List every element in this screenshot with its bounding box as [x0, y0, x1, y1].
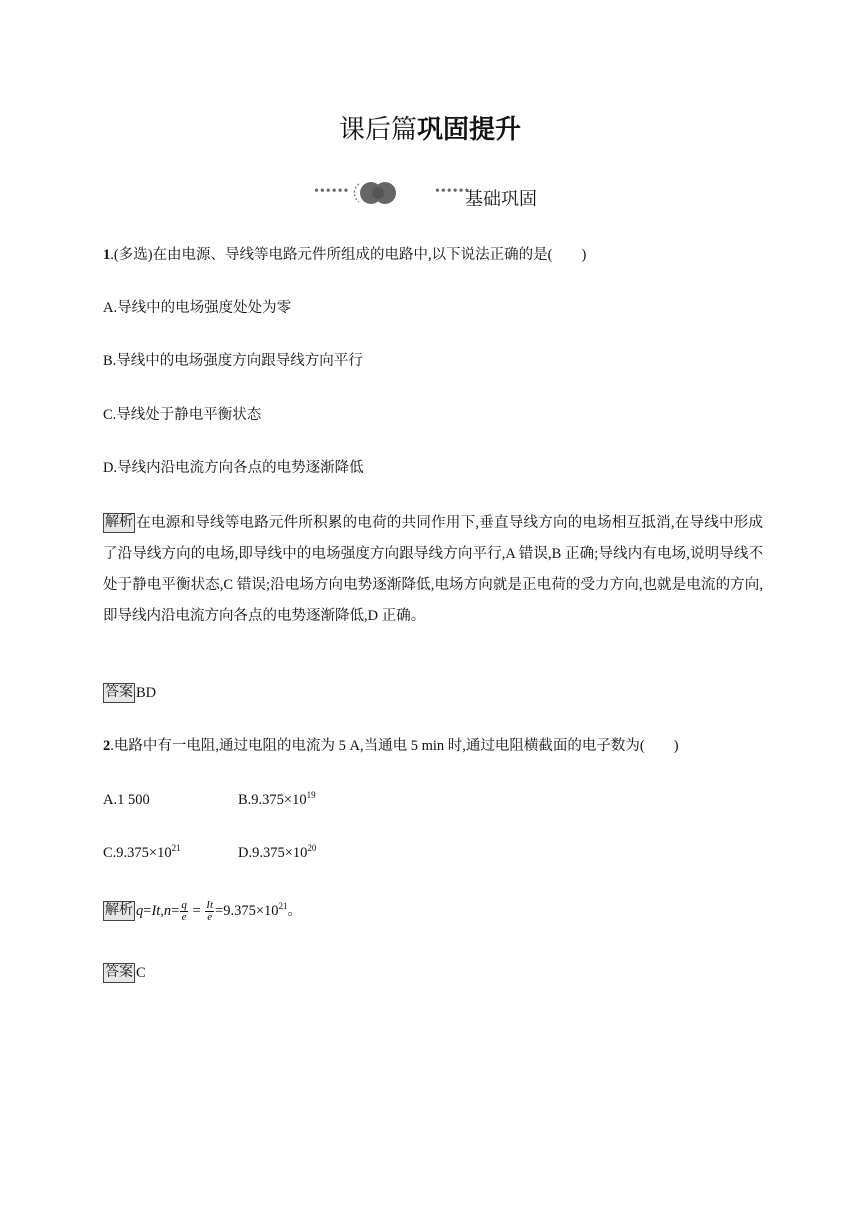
q2-number: 2 — [103, 738, 111, 754]
q1-option-a: A.导线中的电场强度处处为零 — [103, 300, 292, 316]
title-normal: 课后篇 — [338, 115, 417, 144]
q1-analysis — [103, 508, 763, 632]
formula-fraction-It-over-e — [205, 900, 214, 923]
frac1-denominator: e — [181, 911, 187, 923]
formula-eq3: = — [188, 902, 205, 919]
q2-stem — [103, 736, 679, 756]
q2-option-b-exp: 19 — [306, 790, 316, 800]
q2-option-d — [238, 843, 316, 863]
q2-option-d-base: D.9.375×10 — [238, 845, 308, 861]
frac1-numerator: q — [181, 899, 187, 911]
q2-option-c-exp: 21 — [171, 843, 181, 853]
page-title — [0, 112, 860, 148]
q2-option-d-exp: 20 — [307, 843, 317, 853]
q2-option-b — [238, 790, 316, 810]
formula-end: 。 — [287, 902, 303, 919]
q2-answer-text: C — [136, 965, 146, 981]
formula-It: It — [151, 902, 161, 919]
formula-comma: , — [160, 902, 164, 919]
formula-result-exp: 21 — [278, 900, 288, 911]
q1-number: 1 — [103, 247, 111, 263]
q2-analysis — [103, 900, 302, 923]
q2-answer — [103, 963, 146, 983]
section-label: 基础巩固 — [465, 189, 537, 209]
q1-answer-text: BD — [136, 685, 157, 701]
q1-answer-tag: 答案 — [103, 683, 135, 703]
q1-option-c: C.导线处于静电平衡状态 — [103, 407, 262, 423]
q2-option-a: A.1 500 — [103, 792, 150, 808]
q1-analysis-tag: 解析 — [103, 513, 135, 533]
q1-analysis-text: 在电源和导线等电路元件所积累的电荷的共同作用下,垂直导线方向的电场相互抵消,在导线中形成了沿导线方向的电场,即导线中的电场强度方向跟导线方向平行,A 错误,B 正确;导线内有电场,说明导线不处于静电平衡状态,C 错误;沿电场方向电势逐渐降低,电场方向就是正电荷的受力方向,也就是电流的方向,即导线内沿电流方向各点的电势逐渐降低,D 正确。 — [103, 515, 763, 624]
q2-stem-text: .电路中有一电阻,通过电阻的电流为 5 A,当通电 5 min 时,通过电阻横截面的电子数为( ) — [110, 738, 679, 754]
title-bold: 巩固提升 — [417, 115, 522, 145]
q2-option-b-base: B.9.375×10 — [238, 792, 307, 808]
formula-fraction-q-over-e — [180, 900, 188, 923]
formula-n: n — [163, 902, 172, 919]
frac2-numerator: It — [206, 899, 214, 911]
formula-q: q — [136, 902, 144, 919]
section-dots-right: •••••• — [435, 184, 471, 199]
frac2-denominator: e — [207, 911, 213, 923]
q1-stem — [103, 245, 586, 265]
formula-eq2: = — [171, 902, 180, 919]
q1-answer — [103, 683, 156, 703]
section-dots-left: •••••• — [314, 184, 350, 199]
q2-option-c — [103, 843, 181, 863]
q1-stem-text: .(多选)在由电源、导线等电路元件所组成的电路中,以下说法正确的是( ) — [110, 247, 587, 263]
formula-eq1: = — [143, 902, 152, 919]
q1-option-b: B.导线中的电场强度方向跟导线方向平行 — [103, 353, 363, 369]
q2-option-c-base: C.9.375×10 — [103, 845, 172, 861]
q2-analysis-tag: 解析 — [103, 901, 135, 921]
q2-answer-tag: 答案 — [103, 963, 135, 983]
formula-result: =9.375×10 — [215, 902, 279, 919]
q1-option-d: D.导线内沿电流方向各点的电势逐渐降低 — [103, 460, 364, 476]
decorative-circles-icon — [350, 178, 400, 208]
